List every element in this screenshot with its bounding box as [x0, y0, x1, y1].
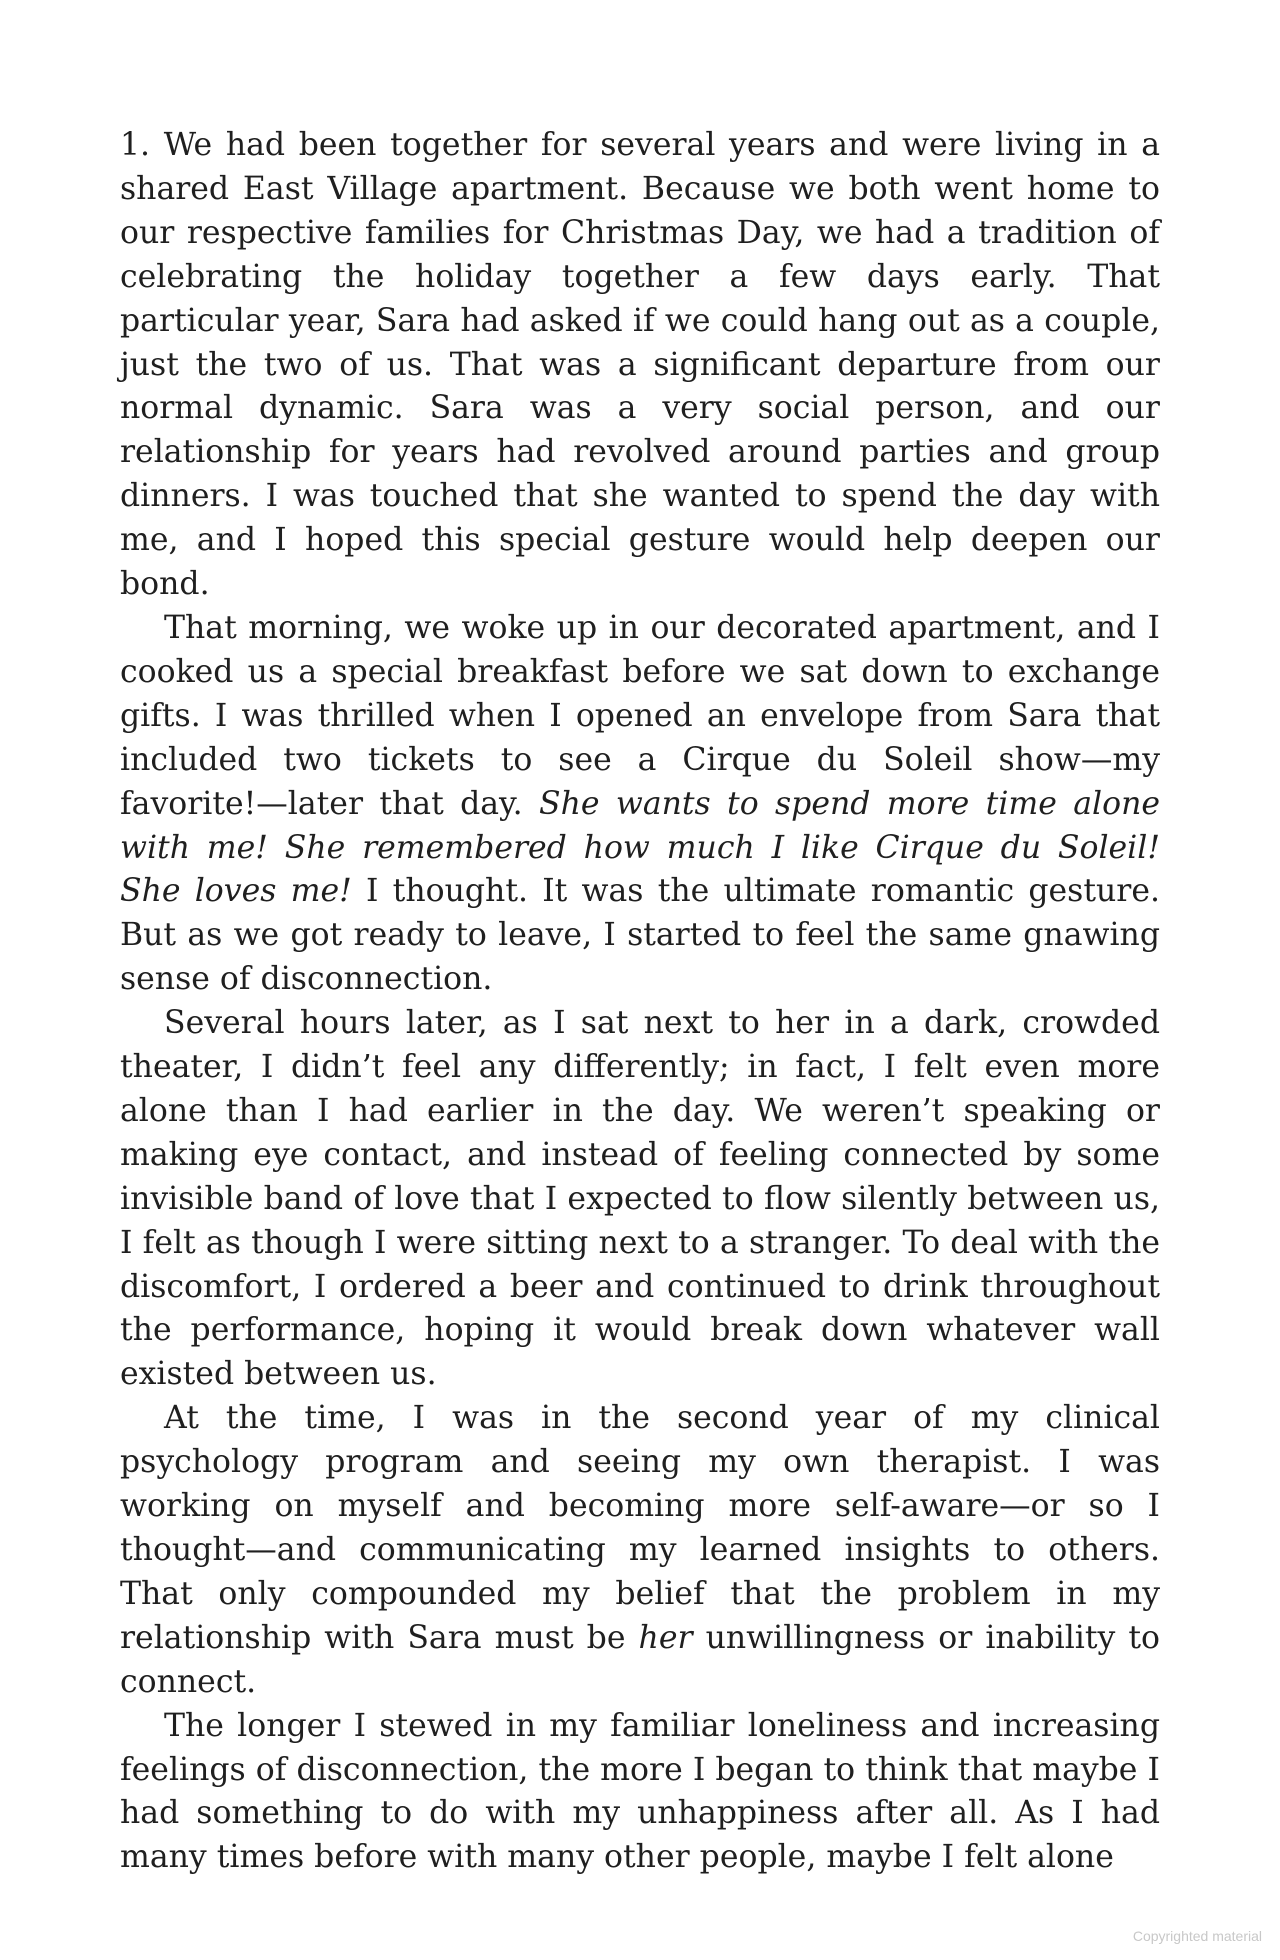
paragraph-4-text-b: unwillingness or inability to connect.: [120, 1619, 1160, 1700]
paragraph-3-text: Several hours later, as I sat next to her in a dark, crowded theater, I didn’t feel any differently; in fact, I felt even more alone than I had earlier in the day. We weren’t speaking or making eye contact, and instead of feeling connected by some invisible band of love that I expected to flow silently between us, I felt as though I were sitting next to a stranger. To deal with the discomfort, I ordered a beer and continued to drink throughout the performance, hoping it would break down whatever wall existed between us.: [120, 1005, 1160, 1393]
paragraph-2-text-b: I thought. It was the ultimate romantic gesture. But as we got ready to leave, I started to feel the same gnawing sense of disconnection.: [120, 873, 1160, 998]
paragraph-2: [120, 607, 1160, 1002]
paragraph-4: [120, 1397, 1160, 1704]
paragraph-3: [120, 1002, 1160, 1397]
paragraph-5: [120, 1705, 1160, 1881]
paragraph-5-text: The longer I stewed in my familiar loneliness and increasing feelings of disconnection, the more I began to think that maybe I had something to do with my unhappiness after all. As I had many times before with many other people, maybe I felt alone: [120, 1707, 1160, 1876]
paragraph-2-text-a: That morning, we woke up in our decorated apartment, and I cooked us a special breakfast before we sat down to exchange gifts. I was thrilled when I opened an envelope from Sara that included two tickets to see a Cirque du Soleil show—my favorite!—later that day.: [120, 609, 1160, 822]
book-page-text: [120, 124, 1160, 1880]
paragraph-4-italic-her: her: [638, 1619, 693, 1656]
paragraph-4-text-a: At the time, I was in the second year of my clinical psychology program and seeing my own therapist. I was working on myself and becoming more self-aware—or so I thought—and communicating my learned insights to others. That only compounded my belief that the problem in my relationship with Sara must be: [120, 1400, 1160, 1656]
paragraph-1-text: 1. We had been together for several years and were living in a shared East Village apartment. Because we both went home to our respective families for Christmas Day, we had a tradition of celebrating the holiday together a few days early. That particular year, Sara had asked if we could hang out as a couple, just the two of us. That was a significant departure from our normal dynamic. Sara was a very social person, and our relationship for years had revolved around parties and group dinners. I was touched that she wanted to spend the day with me, and I hoped this special gesture would help deepen our bond.: [120, 127, 1160, 603]
paragraph-2-italic-thought: She wants to spend more time alone with me! She remembered how much I like Cirque du Soleil! She loves me!: [120, 785, 1161, 910]
copyright-watermark: Copyrighted material: [1132, 1928, 1262, 1944]
paragraph-1: [120, 124, 1160, 607]
